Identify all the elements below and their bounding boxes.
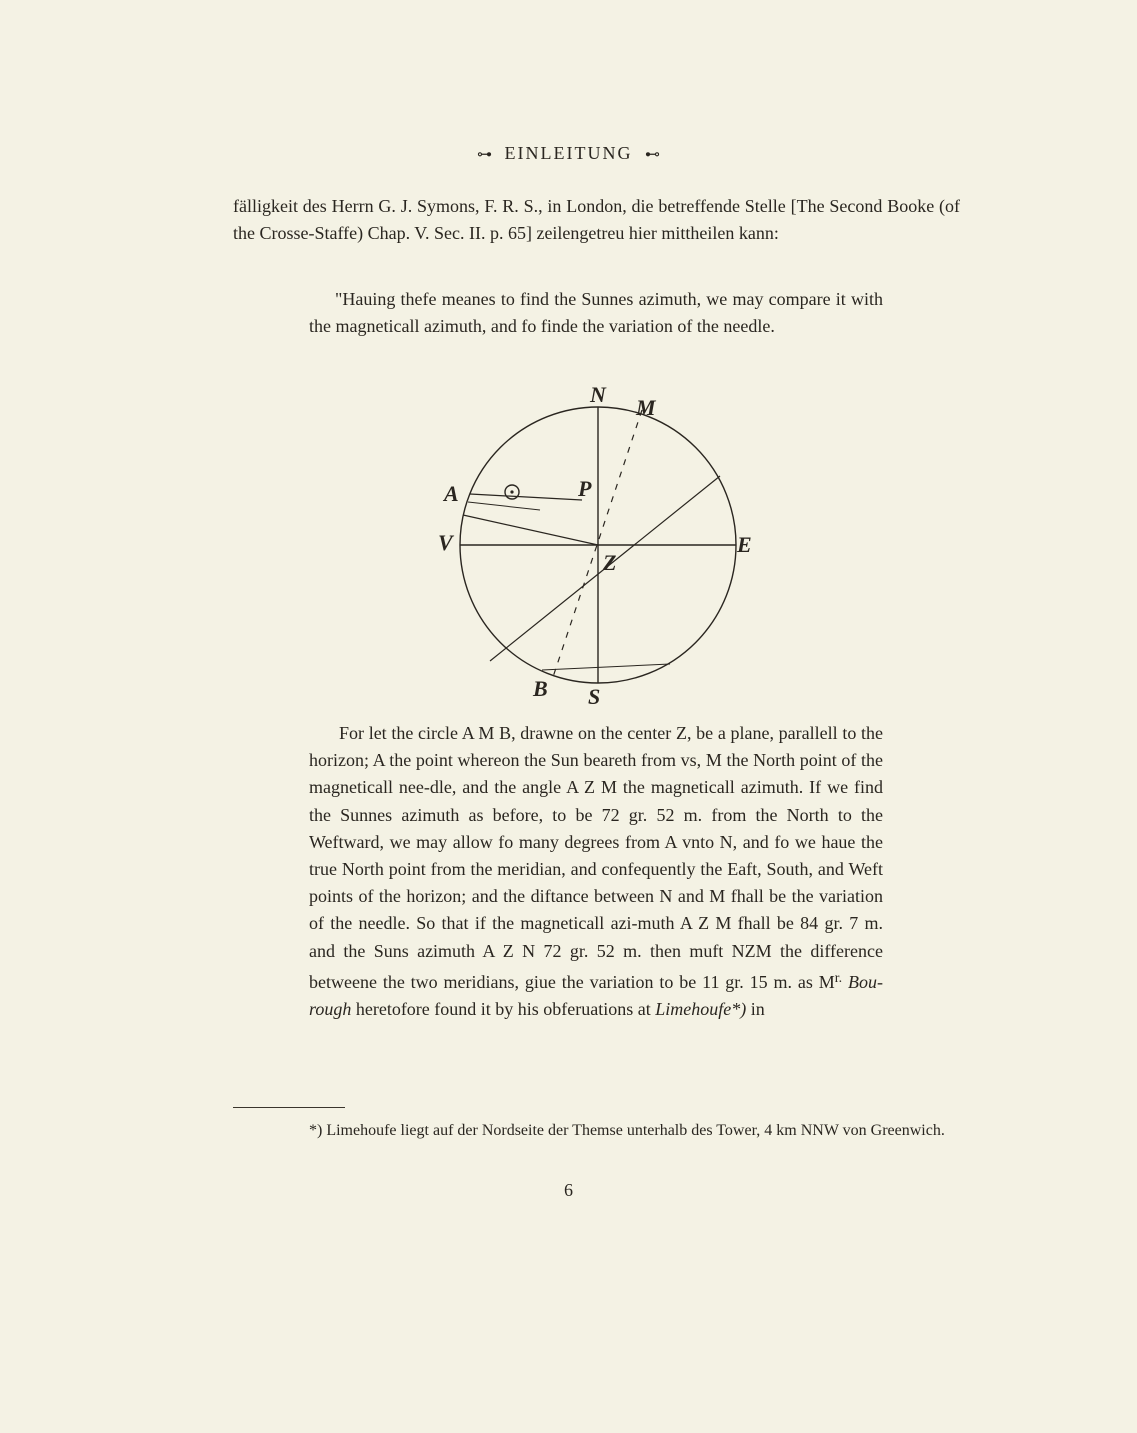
label-p: P bbox=[578, 476, 592, 501]
superscript-mr: r. bbox=[834, 970, 843, 986]
intro-paragraph bbox=[233, 193, 960, 247]
line-a-z bbox=[463, 515, 598, 545]
body-segment-1: For let the circle A M B, drawne on the center Z, be a plane, parallell to the horizon; A the point whereon the Sun beareth from vs, M the North point of the magneticall nee-dle, and the angle A Z M the magneticall azimuth. If we find the Sunnes azimuth as before, to be 72 gr. 52 m. from the North to the Weftward, we may allow fo many degrees from A vnto N, and fo we haue the true North point from the meridian, and confequently the Eaft, South, and Weft points of the horizon; and the diftance between N and M fhall be the variation of the needle. So that if the magneticall azi-muth A Z M fhall be 84 gr. 7 m. and the Suns azimuth A Z N 72 gr. 52 m. then muft NZM the difference betweene the two meridians, giue the variation to be 11 gr. 15 m. as M bbox=[309, 723, 883, 992]
label-n: N bbox=[590, 382, 606, 407]
footnote-text: *) Limehoufe liegt auf der Nordseite der Themse unterhalb des Tower, 4 km NNW von Greenwich. bbox=[309, 1122, 945, 1139]
ornament-right-icon: ⊷ bbox=[644, 147, 660, 163]
body-segment-2: heretofore found it by his obferuations at bbox=[355, 999, 651, 1020]
label-m: M bbox=[636, 395, 656, 420]
label-z: Z bbox=[603, 550, 617, 575]
label-s: S bbox=[588, 684, 601, 709]
ornament-left-icon: ⊶ bbox=[477, 147, 493, 163]
azimuth-diagram bbox=[430, 382, 770, 712]
body-paragraph bbox=[309, 720, 883, 1023]
label-b: B bbox=[533, 676, 548, 701]
sun-dot bbox=[510, 490, 513, 493]
footnote-mark: *) bbox=[731, 999, 747, 1020]
name-bourough: Bou-rough bbox=[309, 971, 883, 1020]
label-a: A bbox=[444, 481, 459, 506]
intro-text: fälligkeit des Herrn G. J. Symons, F. R. S., in London, die betreffende Stelle [The Second Booke (of the Crosse-Staffe) Chap. V. Sec. II. p. 65] zeilengetreu hier mittheilen kann: bbox=[233, 196, 960, 243]
line-upper-a bbox=[468, 502, 540, 510]
label-v: V bbox=[438, 530, 453, 555]
running-header bbox=[0, 143, 1137, 164]
label-e: E bbox=[737, 532, 752, 557]
body-text bbox=[309, 720, 883, 1023]
quote-paragraph bbox=[309, 286, 883, 340]
page-number: 6 bbox=[564, 1180, 573, 1200]
lower-chord bbox=[542, 664, 670, 670]
body-segment-3: in bbox=[750, 999, 765, 1020]
header-title: EINLEITUNG bbox=[504, 143, 633, 163]
footnote bbox=[233, 1120, 960, 1142]
line-a-p bbox=[470, 494, 582, 500]
footnote-rule bbox=[233, 1107, 345, 1108]
quote-text: "Hauing thefe meanes to find the Sunnes azimuth, we may compare it with the magneticall azimuth, and fo finde the variation of the needle. bbox=[309, 289, 883, 336]
place-limehouse: Limehoufe bbox=[655, 999, 732, 1020]
